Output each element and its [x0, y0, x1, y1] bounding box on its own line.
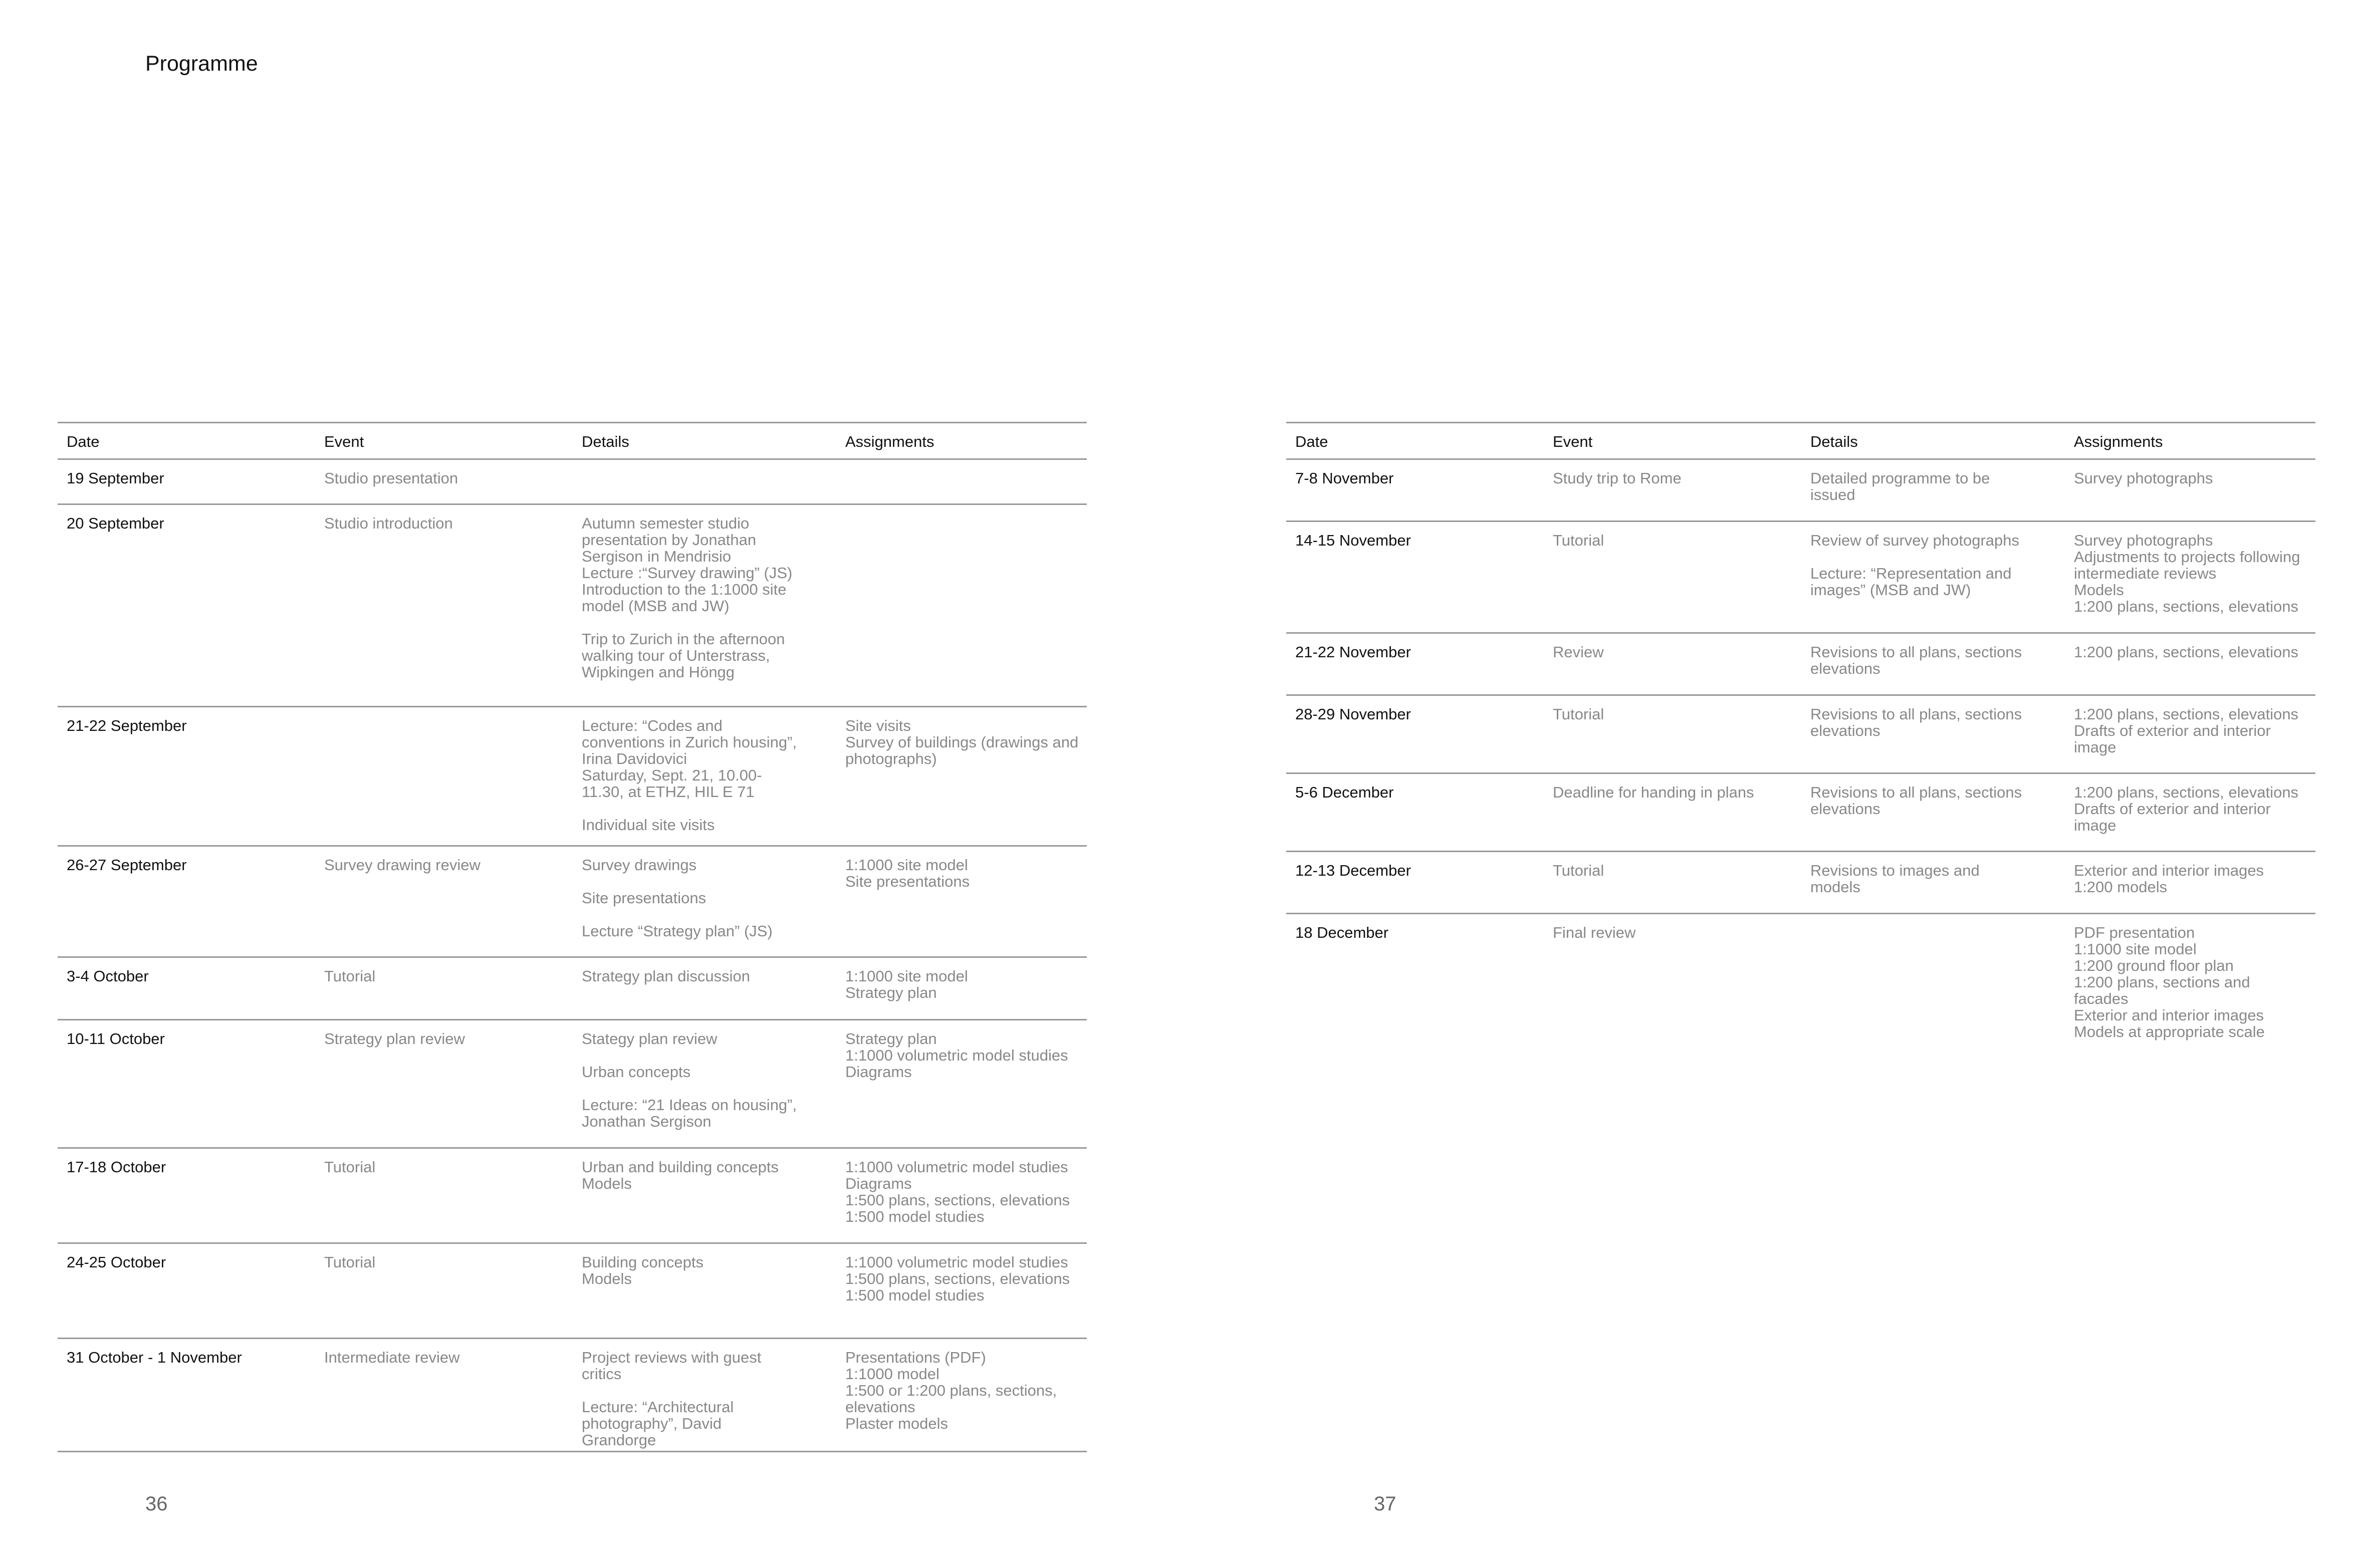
details-cell: [573, 1159, 836, 1242]
text-line: 1:1000 site model: [845, 967, 968, 985]
date-cell: 26-27 September: [67, 856, 187, 874]
table-row: [1286, 852, 2315, 914]
details-cell: [573, 1254, 836, 1338]
line-gap: [582, 873, 826, 890]
table-row: [58, 958, 1087, 1020]
date-cell: 20 September: [67, 514, 164, 532]
text-line: models: [1810, 878, 1860, 896]
text-line: Wipkingen and Höngg: [582, 663, 735, 681]
text-line: critics: [582, 1365, 622, 1383]
text-line: Drafts of exterior and interior: [2074, 800, 2271, 818]
text-line: Tutorial: [324, 1158, 376, 1176]
header-details: Details: [582, 433, 629, 450]
details-cell: [573, 515, 836, 706]
text-line: facades: [2074, 990, 2128, 1007]
text-line: Tutorial: [1553, 862, 1604, 879]
text-line: Models: [582, 1175, 632, 1192]
details-cell: [573, 857, 836, 956]
event-cell: [315, 717, 573, 845]
header-event: Event: [324, 433, 364, 450]
assignments-cell: [836, 515, 1087, 706]
text-line: Site visits: [845, 717, 911, 734]
text-line: Tutorial: [324, 967, 376, 985]
text-line: Survey drawing review: [324, 856, 481, 874]
table-row: [58, 1339, 1087, 1452]
table-body-left: [58, 460, 1087, 1452]
page-number-left: 36: [145, 1493, 168, 1515]
table-row: [58, 460, 1087, 505]
text-line: 11.30, at ETHZ, HIL E 71: [582, 783, 755, 801]
text-line: Tutorial: [1553, 532, 1604, 549]
table-row: [58, 505, 1087, 707]
text-line: conventions in Zurich housing”,: [582, 733, 797, 751]
event-cell: [1544, 924, 1801, 1034]
text-line: Survey drawings: [582, 856, 697, 874]
text-line: Final review: [1553, 924, 1636, 941]
event-cell: [315, 1349, 573, 1451]
text-line: Saturday, Sept. 21, 10.00-: [582, 766, 762, 784]
text-line: Revisions to images and: [1810, 862, 1980, 879]
text-line: walking tour of Unterstrass,: [582, 647, 770, 664]
text-line: photographs): [845, 750, 937, 767]
header-date: Date: [67, 433, 100, 450]
date-cell: 19 September: [67, 469, 164, 487]
details-cell: [1801, 470, 2065, 520]
table-row: [1286, 634, 2315, 696]
date-cell: 7-8 November: [1295, 469, 1394, 487]
table-header: [58, 423, 1087, 460]
date-cell: 31 October - 1 November: [67, 1349, 242, 1366]
text-line: Trip to Zurich in the afternoon: [582, 630, 785, 648]
text-line: Strategy plan: [845, 984, 937, 1001]
text-line: Drafts of exterior and interior: [2074, 722, 2271, 739]
text-line: 1:1000 site model: [845, 856, 968, 874]
text-line: Study trip to Rome: [1553, 469, 1682, 487]
date-cell: 3-4 October: [67, 967, 149, 985]
details-cell: [1801, 784, 2065, 851]
text-line: Lecture :“Survey drawing” (JS): [582, 564, 793, 582]
text-line: Studio introduction: [324, 514, 453, 532]
text-line: Strategy plan discussion: [582, 967, 751, 985]
text-line: 1:500 plans, sections, elevations: [845, 1270, 1070, 1287]
details-cell: [573, 1030, 836, 1147]
assignments-cell: [836, 968, 1087, 1019]
text-line: 1:1000 site model: [2074, 940, 2197, 958]
event-cell: [315, 1254, 573, 1338]
text-line: Revisions to all plans, sections: [1810, 705, 2022, 723]
text-line: Building concepts: [582, 1253, 703, 1271]
text-line: 1:200 plans, sections and: [2074, 973, 2250, 991]
text-line: Diagrams: [845, 1175, 912, 1192]
details-cell: [1801, 862, 2065, 913]
text-line: Site presentations: [845, 873, 970, 890]
text-line: Strategy plan review: [324, 1030, 465, 1048]
date-cell: 21-22 September: [67, 717, 187, 734]
event-cell: [1544, 644, 1801, 694]
text-line: PDF presentation: [2074, 924, 2195, 941]
text-line: Sergison in Mendrisio: [582, 548, 732, 565]
text-line: 1:500 model studies: [845, 1286, 985, 1304]
event-cell: [315, 470, 573, 503]
text-line: Lecture “Strategy plan” (JS): [582, 922, 773, 940]
table-row: [1286, 696, 2315, 774]
text-line: images” (MSB and JW): [1810, 581, 1971, 599]
table-body-right: [1286, 460, 2315, 1040]
table-row: [1286, 522, 2315, 634]
text-line: 1:200 ground floor plan: [2074, 957, 2234, 974]
text-line: 1:200 plans, sections, elevations: [2074, 705, 2299, 723]
assignments-cell: [2065, 924, 2315, 1040]
text-line: Models: [582, 1270, 632, 1287]
text-line: Project reviews with guest: [582, 1349, 762, 1366]
event-cell: [315, 515, 573, 706]
header-details: Details: [1810, 433, 1858, 450]
assignments-cell: [836, 857, 1087, 956]
table-row: [58, 1020, 1087, 1149]
text-line: elevations: [845, 1398, 915, 1416]
text-line: Review of survey photographs: [1810, 532, 2020, 549]
text-line: Survey photographs: [2074, 532, 2213, 549]
line-gap: [1810, 549, 2055, 565]
assignments-cell: [2065, 470, 2315, 520]
text-line: 1:200 plans, sections, elevations: [2074, 643, 2299, 661]
programme-table-right: [1286, 422, 2315, 1040]
table-header: [1286, 423, 2315, 460]
assignments-cell: [2065, 784, 2315, 851]
text-line: Individual site visits: [582, 816, 715, 834]
assignments-cell: [836, 470, 1087, 503]
details-cell: [573, 968, 836, 1019]
line-gap: [582, 906, 826, 923]
table-row: [58, 707, 1087, 847]
text-line: elevations: [1810, 800, 1880, 818]
text-line: Plaster models: [845, 1415, 949, 1432]
text-line: 1:1000 volumetric model studies: [845, 1253, 1068, 1271]
date-cell: 14-15 November: [1295, 532, 1411, 549]
text-line: intermediate reviews: [2074, 565, 2217, 582]
programme-table-left: [58, 422, 1087, 1452]
table-row: [58, 1244, 1087, 1339]
text-line: Introduction to the 1:1000 site: [582, 581, 787, 598]
text-line: Diagrams: [845, 1063, 912, 1081]
text-line: Adjustments to projects following: [2074, 548, 2300, 566]
text-line: Lecture: “Architectural: [582, 1398, 734, 1416]
text-line: Tutorial: [324, 1253, 376, 1271]
table-row: [58, 1149, 1087, 1244]
assignments-cell: [836, 1159, 1087, 1242]
assignments-cell: [2065, 862, 2315, 913]
text-line: Detailed programme to be: [1810, 469, 1990, 487]
text-line: Exterior and interior images: [2074, 1006, 2264, 1024]
event-cell: [1544, 862, 1801, 913]
assignments-cell: [2065, 532, 2315, 632]
date-cell: 17-18 October: [67, 1158, 166, 1176]
text-line: 1:200 plans, sections, elevations: [2074, 783, 2299, 801]
text-line: image: [2074, 738, 2116, 756]
table-row: [1286, 914, 2315, 1040]
line-gap: [582, 800, 826, 817]
text-line: elevations: [1810, 660, 1880, 677]
assignments-cell: [836, 1030, 1087, 1147]
header-event: Event: [1553, 433, 1593, 450]
text-line: Grandorge: [582, 1431, 656, 1449]
page-number-right: 37: [1374, 1493, 1396, 1515]
details-cell: [573, 1349, 836, 1451]
text-line: Strategy plan: [845, 1030, 937, 1048]
text-line: 1:500 model studies: [845, 1208, 985, 1225]
text-line: Revisions to all plans, sections: [1810, 783, 2022, 801]
event-cell: [1544, 784, 1801, 851]
details-cell: [1801, 644, 2065, 694]
text-line: 1:500 plans, sections, elevations: [845, 1191, 1070, 1209]
date-cell: 24-25 October: [67, 1253, 166, 1271]
line-gap: [582, 614, 826, 631]
text-line: Deadline for handing in plans: [1553, 783, 1754, 801]
text-line: Lecture: “Representation and: [1810, 565, 2012, 582]
line-gap: [582, 1080, 826, 1097]
text-line: Stategy plan review: [582, 1030, 718, 1048]
text-line: Autumn semester studio: [582, 514, 750, 532]
text-line: Models: [2074, 581, 2124, 599]
date-cell: 10-11 October: [67, 1030, 165, 1048]
text-line: Lecture: “Codes and: [582, 717, 723, 734]
details-cell: [573, 470, 836, 503]
text-line: Site presentations: [582, 889, 706, 907]
text-line: 1:200 plans, sections, elevations: [2074, 598, 2299, 615]
event-cell: [1544, 706, 1801, 772]
text-line: Studio presentation: [324, 469, 458, 487]
text-line: Lecture: “21 Ideas on housing”,: [582, 1096, 797, 1114]
page-title: Programme: [145, 52, 258, 76]
date-cell: 12-13 December: [1295, 862, 1411, 879]
event-cell: [315, 857, 573, 956]
text-line: photography”, David: [582, 1415, 722, 1432]
details-cell: [1801, 706, 2065, 772]
text-line: Irina Davidovici: [582, 750, 687, 767]
text-line: 1:500 or 1:200 plans, sections,: [845, 1382, 1057, 1399]
event-cell: [315, 968, 573, 1019]
details-cell: [573, 717, 836, 845]
text-line: issued: [1810, 486, 1855, 503]
header-assignments: Assignments: [845, 433, 934, 450]
date-cell: 5-6 December: [1295, 783, 1394, 801]
header-assignments: Assignments: [2074, 433, 2163, 450]
line-gap: [582, 1047, 826, 1064]
event-cell: [315, 1159, 573, 1242]
text-line: Survey of buildings (drawings and: [845, 733, 1079, 751]
text-line: Jonathan Sergison: [582, 1113, 712, 1130]
line-gap: [582, 1382, 826, 1399]
text-line: Presentations (PDF): [845, 1349, 986, 1366]
text-line: Urban and building concepts: [582, 1158, 779, 1176]
text-line: Review: [1553, 643, 1604, 661]
text-line: presentation by Jonathan: [582, 531, 757, 549]
event-cell: [315, 1030, 573, 1147]
date-cell: 18 December: [1295, 924, 1389, 941]
text-line: 1:200 models: [2074, 878, 2168, 896]
table-row: [1286, 460, 2315, 522]
event-cell: [1544, 532, 1801, 632]
text-line: image: [2074, 817, 2116, 834]
assignments-cell: [2065, 644, 2315, 694]
assignments-cell: [836, 1349, 1087, 1451]
assignments-cell: [836, 1254, 1087, 1338]
details-cell: [1801, 532, 2065, 632]
text-line: elevations: [1810, 722, 1880, 739]
details-cell: [1801, 924, 2065, 1034]
assignments-cell: [2065, 706, 2315, 772]
date-cell: 21-22 November: [1295, 643, 1411, 661]
header-date: Date: [1295, 433, 1328, 450]
text-line: Intermediate review: [324, 1349, 460, 1366]
text-line: Exterior and interior images: [2074, 862, 2264, 879]
text-line: 1:1000 model: [845, 1365, 939, 1383]
event-cell: [1544, 470, 1801, 520]
text-line: 1:1000 volumetric model studies: [845, 1047, 1068, 1064]
table-row: [58, 847, 1087, 958]
assignments-cell: [836, 717, 1087, 845]
text-line: Revisions to all plans, sections: [1810, 643, 2022, 661]
text-line: Tutorial: [1553, 705, 1604, 723]
text-line: Models at appropriate scale: [2074, 1023, 2265, 1040]
text-line: Survey photographs: [2074, 469, 2213, 487]
text-line: 1:1000 volumetric model studies: [845, 1158, 1068, 1176]
text-line: model (MSB and JW): [582, 597, 730, 615]
date-cell: 28-29 November: [1295, 705, 1411, 723]
text-line: Urban concepts: [582, 1063, 691, 1081]
table-row: [1286, 774, 2315, 852]
